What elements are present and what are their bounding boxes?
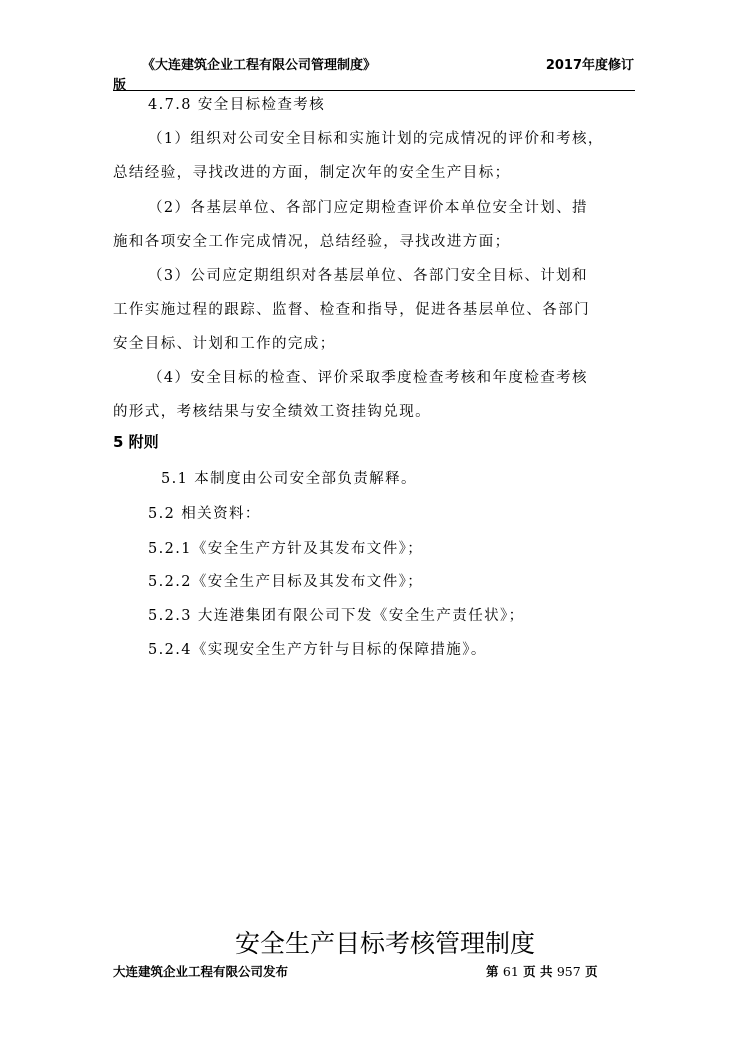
page-current: 61 [502, 964, 519, 979]
footer-publisher: 大连建筑企业工程有限公司发布 [113, 964, 289, 979]
paragraph-line: 安全目标、计划和工作的完成； [113, 336, 336, 352]
paragraph-line: 工作实施过程的跟踪、监督、检查和指导，促进各基层单位、各部门 [113, 302, 590, 318]
header-divider [113, 90, 635, 91]
list-item: 5.2.3 大连港集团有限公司下发《安全生产责任状》； [148, 608, 525, 624]
list-item: 5.2 相关资料： [148, 506, 261, 522]
header-revision-year-wrap: 版 [113, 78, 127, 93]
header-revision-year: 2017年度修订 [545, 58, 634, 73]
page-total: 957 [556, 964, 581, 979]
list-item: 5.2.2《安全生产目标及其发布文件》； [148, 574, 424, 590]
paragraph-line: 总结经验，寻找改进的方面，制定次年的安全生产目标； [113, 165, 511, 181]
page-suffix: 页 [585, 964, 598, 979]
section-heading-5: 5 附则 [113, 433, 159, 451]
paragraph-line: （1）组织对公司安全目标和实施计划的完成情况的评价和考核， [148, 131, 604, 147]
paragraph-line: （4）安全目标的检查、评价采取季度检查考核和年度检查考核 [148, 370, 588, 386]
page-mid: 页 共 [523, 964, 553, 979]
page-number [486, 962, 598, 980]
footer-document-title: 安全生产目标考核管理制度 [235, 929, 536, 958]
list-item: 5.2.1《安全生产方针及其发布文件》； [148, 541, 424, 557]
paragraph-line: （2）各基层单位、各部门应定期检查评价本单位安全计划、措 [148, 200, 588, 216]
list-item: 5.2.4《实现安全生产方针与目标的保障措施》。 [148, 642, 487, 658]
header-document-title: 《大连建筑企业工程有限公司管理制度》 [142, 58, 377, 73]
list-item: 5.1 本制度由公司安全部负责解释。 [161, 471, 417, 487]
section-heading-4-7-8: 4.7.8 安全目标检查考核 [148, 97, 326, 113]
paragraph-line: 施和各项安全工作完成情况，总结经验，寻找改进方面； [113, 234, 511, 250]
paragraph-line: 的形式，考核结果与安全绩效工资挂钩兑现。 [113, 404, 431, 420]
page-prefix: 第 [486, 964, 499, 979]
paragraph-line: （3）公司应定期组织对各基层单位、各部门安全目标、计划和 [148, 268, 588, 284]
